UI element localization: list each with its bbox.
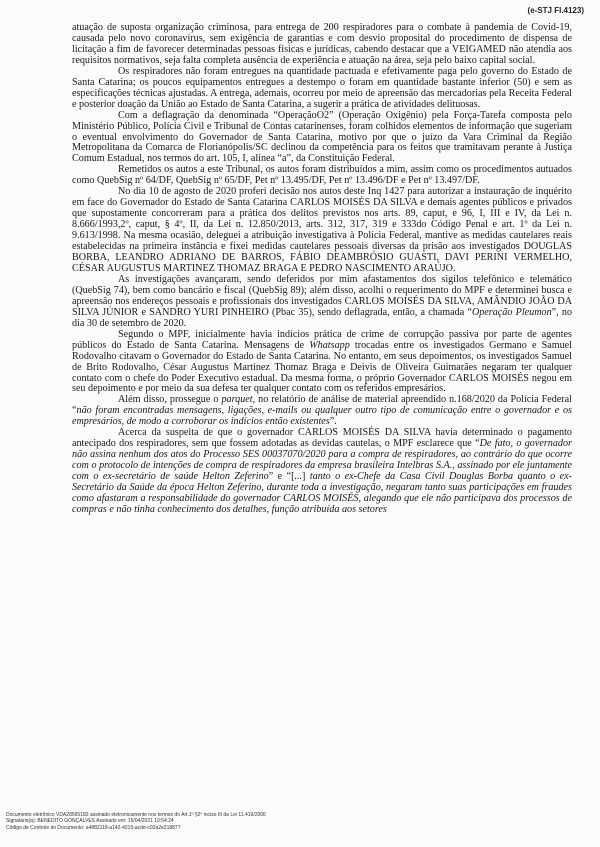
paragraph <box>72 330 572 396</box>
footer-line-2: Signatário(a): BENEDITO GONÇALVES Assinado em: 15/04/2021 10:54:24 <box>6 818 174 825</box>
paragraph <box>72 275 572 330</box>
paragraph-text: Remetidos os autos a este Tribunal, os autos foram distribuídos a mim, assim como os procedimentos autuados como QuebSig nº 64/DF, QuebSig nº 65/DF, Pet nº 13.495/DF, Pet nº 13.496/DF e Pet nº 13.497/DF. <box>72 164 572 187</box>
paragraph-text: trocadas entre os investigados Germano e Samuel Rodovalho citavam o Governador do Estado de Santa Catarina. No entanto, em seus depoimentos, os investigados Samuel de Brito Rodovalho, César Augustus Martinez Thomaz Braga e Deivis de Oliveira Guimarães negaram ter qualquer contato com o chefe do Poder Executivo estadual. Da mesma forma, o próprio Governador CARLOS MOISÉS negou em seu depoimento e por meio da sua defesa ter qualquer contato com os referidos empresários. <box>72 339 572 395</box>
italic-text: parquet <box>221 394 253 406</box>
page-stamp: (e-STJ Fl.4123) <box>527 6 584 15</box>
paragraph-text: No dia 10 de agosto de 2020 proferi decisão nos autos deste Inq 1427 para autorizar a instauração de inquérito em face do Governador do Estado de Santa Catarina CARLOS MOISÉS DA SILVA e demais agentes públicos e privados que supostamente concorreram para a prática dos delitos previstos nos arts. 89, caput, e 96, I, III e IV, da Lei n. 8.666/1993,2º, caput, § 4º, II, da Lei n. 12.850/2013, arts. 312, 317, 319 e 333do Código Penal e art. 1º da Lei n. 9.613/1998. Na mesma ocasião, deleguei a atribuição investigativa à Polícia Federal, mantive as medidas cautelares reais estabelecidas na primeira instância e fixei medidas cautelares pessoais diversas da prisão aos investigados DOUGLAS BORBA, LEANDRO ADRIANO DE BARROS, FÁBIO DEAMBRÓSIO GUASTI, DAVI PERINI VERMELHO, CÉSAR AUGUSTUS MARTINEZ THOMAZ BRAGA E PEDRO NASCIMENTO ARAÚJO. <box>72 186 572 274</box>
footer-line-1: Documento eletrônico VDA28565183 assinado eletronicamente nos termos do Art.1º §2º inciso III da Lei 11.419/2006 <box>6 812 266 818</box>
italic-text: De fato, o governador não assina nenhum dos atos do Processo SES 00037070/2020 para a compra de respiradores, ao contrário do que ocorre com o protocolo de intenções de compra de respiradores da empresa brasileira Intelbras S.A., assinado por ele juntamente com o ex-secretário de saúde Helton Zeferino <box>72 438 572 483</box>
italic-text: não foram encontradas mensagens, ligações, e-mails ou qualquer outro tipo de comunicação entre o governador e os empresários, de modo a corroborar os indícios então existentes <box>72 405 572 428</box>
paragraph-text: , no relatório de análise de material apreendido n.168/2020 da Polícia Federal “ <box>72 394 572 417</box>
paragraph <box>72 165 572 187</box>
paragraph <box>72 395 572 428</box>
paragraph-text: ”, no dia 30 de setembro de 2020. <box>72 306 573 329</box>
paragraph-text: ” e “[ <box>268 471 295 483</box>
italic-text: Operação Pleumon <box>471 306 552 318</box>
paragraph <box>72 187 572 275</box>
paragraph <box>72 111 572 166</box>
paragraph-text: As investigações avançaram, sendo deferidos por mim afastamentos dos sigilos telefônico e telemático (QuebSig 74), bem como bancário e fiscal (QuebSig 89); além disso, acolhi o requerimento do MPF e determinei busca e apreensão nos endereços pessoais e profissionais dos investigados CARLOS MOISÉS DA SILVA, AMÂNDIO JOÃO DA SILVA JÚNIOR e SANDRO YURI PINHEIRO (Pbac 35), sendo deflagrada, então, a chamada “ <box>72 273 572 318</box>
paragraph-text: ] <box>302 471 310 483</box>
footer-line-3: Código de Controle do Documento: a4882118-a142-4215-acde-c03a2e218877 <box>6 824 181 831</box>
document-body <box>72 23 572 516</box>
paragraph-text: Com a deflagração da denominada “OperaçãoO2” (Operação Oxigênio) pela Força-Tarefa composta pelo Ministério Público, Polícia Civil e Tribunal de Contas catarinenses, foram colhidos elementos de informação que sugeriam o eventual envolvimento do Governador de Santa Catarina, motivo por que o juízo da Vara Criminal da Região Metropolitana da Comarca de Florianópolis/SC declinou da competência para os feitos que tramitavam perante à Justiça Comum Estadual, nos termos do art. 105, I, alínea “a”, da Constituição Federal. <box>72 109 572 165</box>
italic-text: Whatsapp <box>309 339 350 351</box>
paragraph-text: Além disso, prossegue o <box>118 394 222 406</box>
italic-text: ... <box>294 471 303 483</box>
paragraph-text: Acerca da suspeita de que o governador CARLOS MOISÉS DA SILVA havia determinado o pagamento antecipado dos respiradores, sem que fossem adotadas as devidas cautelas, o MPF esclarece que “ <box>72 427 572 450</box>
signature-footer <box>6 812 266 831</box>
paragraph-text: Segundo o MPF, inicialmente havia indícios prática de crime de corrupção passiva por parte de agentes públicos do Estado de Santa Catarina. Mensagens de <box>72 328 572 351</box>
paragraph-text: Os respiradores não foram entregues na quantidade pactuada e efetivamente paga pelo governo do Estado de Santa Catarina; os poucos equipamentos entregues a destempo o foram em quantidade bastante inferior (50) e sem as especificações técnicas ajustadas. A entrega, ademais, ocorreu por meio de apreensão das mercadorias pela Receita Federal e posterior doação da União ao Estado de Santa Catarina, a sugerir a prática de atividades delituosas. <box>72 65 572 110</box>
italic-text: tanto o ex-Chefe da Casa Civil Douglas Borba quanto o ex-Secretário da Saúde da época Helton Zeferino, durante toda a investigação, negaram tanto suas participações em fraudes como afastaram a responsabilidade do governador CARLOS MOISÉS, alegando que ele não participava dos processos de compras e não tinha conhecimento dos detalhes, função atribuída aos setores <box>72 471 572 515</box>
paragraph <box>72 67 572 111</box>
paragraph <box>72 23 572 67</box>
paragraph-text: atuação de suposta organização criminosa, para entrega de 200 respiradores para o combate à pandemia de Covid-19, causada pelo novo coronavírus, sem exigência de garantias e com desvio proposital do procedimento de dispensa de licitação a fim de favorecer determinadas pessoas físicas e jurídicas, cabendo destacar que a VEIGAMED não atendia aos requisitos normativos, seja falta completa ausência de experiência e atuação na área, seja pelo baixo capital social. <box>72 22 572 66</box>
paragraph <box>72 428 572 516</box>
paragraph-text: ”. <box>329 416 337 428</box>
